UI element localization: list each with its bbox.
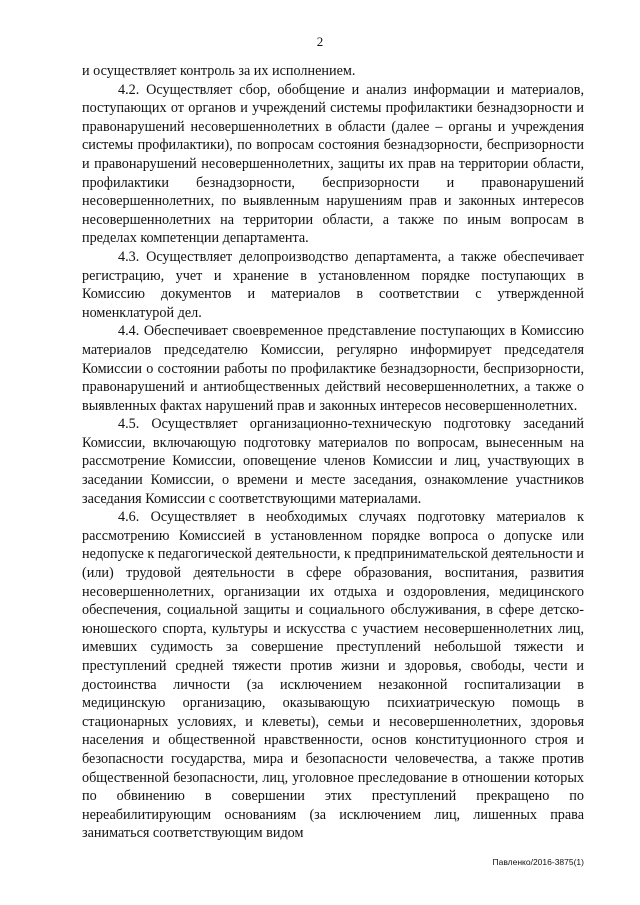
page-number: 2 xyxy=(316,34,324,49)
paragraph-4-3: 4.3. Осуществляет делопроизводство департамента, а также обеспечивает регистрацию, учет и хранение в установленном порядке поступающих в Комиссию документов и материалов в соответствии с утвержденной номенклатурой дел. xyxy=(82,248,584,321)
document-body xyxy=(82,62,584,843)
paragraph-4-5: 4.5. Осуществляет организационно-техническую подготовку заседаний Комиссии, включающую подготовку материалов по вопросам, вынесенным на рассмотрение Комиссии, оповещение членов Комиссии и лиц, участвующих в заседании Комиссии, о времени и месте заседания, ознакомление участников заседания Комиссии с соответствующими материалами. xyxy=(82,416,584,507)
paragraph-4-4: 4.4. Обеспечивает своевременное представление поступающих в Комиссию материалов председателю Комиссии, регулярно информирует председателя Комиссии о состоянии работы по профилактике безнадзорности, беспризорности, правонарушений и антиобщественных действий несовершеннолетних, а также о выявленных фактах нарушений прав и законных интересов несовершеннолетних. xyxy=(82,323,584,414)
paragraph-continuation: и осуществляет контроль за их исполнением. xyxy=(82,63,356,79)
paragraph-4-6: 4.6. Осуществляет в необходимых случаях подготовку материалов к рассмотрению Комиссией в установленном порядке вопроса о допуске или недопуске к педагогической деятельности, к предпринимательской деятельности и (или) трудовой деятельности в сфере образования, воспитания, развития несовершеннолетних, организации их отдыха и оздоровления, медицинского обеспечения, социальной защиты и социального обслуживания, в сфере детско-юношеского спорта, культуры и искусства с участием несовершеннолетних лиц, имевших судимость за совершение преступлений небольшой тяжести и преступлений средней тяжести против жизни и здоровья, свободы, чести и достоинства личности (за исключением незаконной госпитализации в медицинскую организацию, оказывающую психиатрическую помощь в стационарных условиях, и клеветы), семьи и несовершеннолетних, здоровья населения и общественной нравственности, основ конституционного строя и безопасности государства, мира и безопасности человечества, а также против общественной безопасности, лиц, уголовное преследование в отношении которых по обвинению в совершении этих преступлений прекращено по нереабилитирующим основаниям (за исключением лиц, лишенных права заниматься соответствующим видом xyxy=(82,509,584,842)
footer-reference: Павленко/2016-3875(1) xyxy=(492,857,584,867)
paragraph-4-2: 4.2. Осуществляет сбор, обобщение и анализ информации и материалов, поступающих от органов и учреждений системы профилактики безнадзорности и правонарушений несовершеннолетних в области (далее – органы и учреждения системы профилактики), по вопросам состояния безнадзорности, беспризорности и правонарушений несовершеннолетних, защиты их прав на территории области, профилактики безнадзорности, беспризорности и правонарушений несовершеннолетних, по выявленным нарушениям прав и законных интересов несовершеннолетних на территории области, а также по иным вопросам в пределах компетенции департамента. xyxy=(82,81,584,247)
